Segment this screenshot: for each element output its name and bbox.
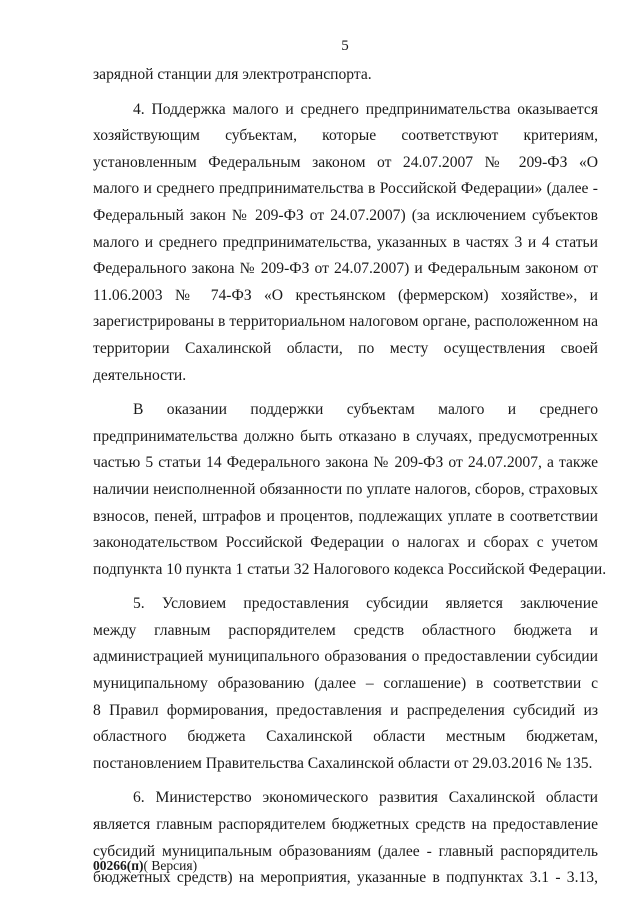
text-line: предпринимательства должно быть отказано в случаях, предусмотренных	[93, 427, 598, 445]
document-body	[93, 62, 607, 892]
document-code: 00266(п)	[93, 858, 144, 873]
text-line: между главным распорядителем средств областного бюджета и	[93, 621, 598, 639]
text-line: зарядной станции для электротранспорта.	[93, 66, 372, 83]
text-line: администрацией муниципального образования о предоставлении субсидии	[93, 648, 598, 666]
paragraph-refusal	[93, 397, 607, 583]
text-line: наличии неисполненной обязанности по уплате налогов, сборов, страховых	[93, 480, 598, 498]
text-line: муниципальному образованию (далее – соглашение) в соответствии с	[93, 675, 598, 693]
text-line: 4. Поддержка малого и среднего предпринимательства оказывается	[133, 100, 598, 118]
paragraph-5	[93, 591, 598, 777]
document-version: ( Версия)	[143, 858, 198, 873]
text-line: взносов, пеней, штрафов и процентов, подлежащих уплате в соответствии	[93, 507, 598, 525]
text-line: малого и среднего предпринимательства в Российской Федерации» (далее -	[93, 180, 598, 198]
paragraph-continuation	[93, 62, 598, 89]
text-line: является главным распорядителем бюджетных средств на предоставление	[93, 816, 598, 834]
text-line: Федеральный закон № 209-ФЗ от 24.07.2007) (за исключением субъектов	[93, 206, 598, 224]
document-footer	[93, 858, 197, 874]
text-line: 11.06.2003 № 74-ФЗ «О крестьянском (фермерском) хозяйстве», и	[93, 286, 598, 304]
text-line: частью 5 статьи 14 Федерального закона № 209-ФЗ от 24.07.2007, а также	[93, 454, 598, 472]
text-line: постановлением Правительства Сахалинской области от 29.03.2016 № 135.	[93, 754, 593, 772]
text-line: 6. Министерство экономического развития Сахалинской области	[133, 789, 598, 807]
text-line: 5. Условием предоставления субсидии является заключение	[133, 595, 598, 613]
text-line: бюджетных средств) на мероприятия, указанные в подпунктах 3.1 - 3.13,	[93, 869, 598, 887]
text-line: зарегистрированы в территориальном налоговом органе, расположенном на	[93, 313, 598, 331]
text-line: 8 Правил формирования, предоставления и распределения субсидий из	[93, 701, 598, 719]
text-line: малого и среднего предпринимательства, указанных в частях 3 и 4 статьи	[93, 233, 598, 251]
text-line: субсидий муниципальным образованиям (далее - главный распорядитель	[93, 842, 598, 860]
paragraph-6	[93, 785, 598, 891]
text-line: деятельности.	[93, 366, 187, 384]
text-line: установленным Федеральным законом от 24.07.2007 № 209-ФЗ «О	[93, 153, 598, 171]
text-line: территории Сахалинской области, по месту осуществления своей	[93, 339, 598, 357]
text-line: В оказании поддержки субъектам малого и среднего	[133, 401, 598, 419]
page-number: 5	[341, 38, 349, 54]
paragraph-4	[93, 97, 598, 390]
text-line: областного бюджета Сахалинской области местным бюджетам,	[93, 728, 598, 746]
text-line: хозяйствующим субъектам, которые соответствуют критериям,	[93, 127, 598, 145]
text-line: подпункта 10 пункта 1 статьи 32 Налогового кодекса Российской Федерации.	[93, 560, 607, 578]
text-line: Федерального закона № 209-ФЗ от 24.07.2007) и Федеральным законом от	[93, 260, 598, 278]
text-line: законодательством Российской Федерации о налогах и сборах с учетом	[93, 534, 598, 552]
